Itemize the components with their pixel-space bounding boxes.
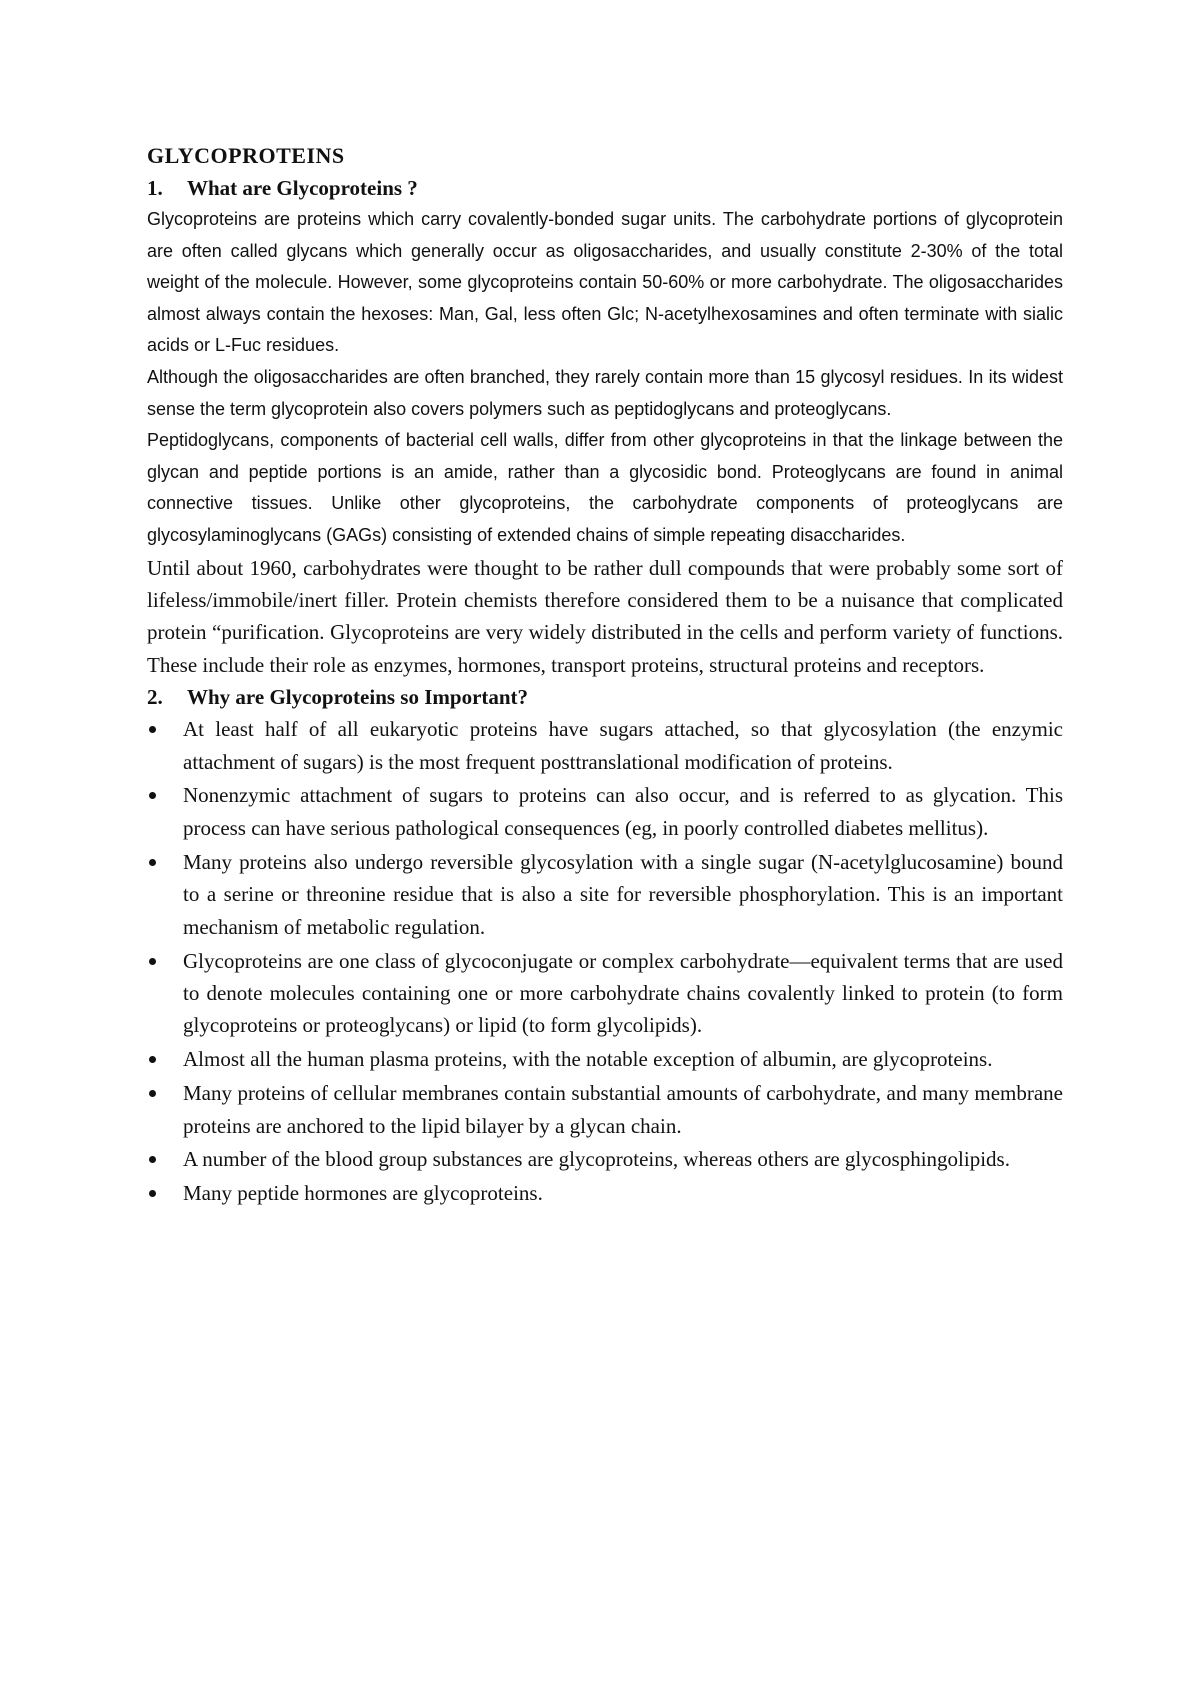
section-1-heading-text: What are Glycoproteins ? [187, 176, 418, 200]
bullet-item [147, 1043, 1063, 1075]
section-1-number: 1. [147, 176, 163, 200]
bullet-icon [147, 713, 183, 778]
section-1-heading [147, 172, 1063, 204]
bullet-icon [147, 779, 183, 844]
bullet-text: Many proteins also undergo reversible glycosylation with a single sugar (N-acetylglucosamine) bound to a serine or threonine residue that is also a site for reversible phosphorylation. This is an important mechanism of metabolic regulation. [183, 849, 1063, 939]
bullet-text: At least half of all eukaryotic proteins have sugars attached, so that glycosylation (the enzymic attachment of sugars) is the most frequent posttranslational modification of proteins. [183, 717, 1063, 774]
document-title: GLYCOPROTEINS [147, 143, 345, 168]
bullet-icon [147, 1077, 183, 1142]
paragraph-peptidoglycans: Peptidoglycans, components of bacterial cell walls, differ from other glycoproteins in that the linkage between the glycan and peptide portions is an amide, rather than a glycosidic bond. Proteoglycans are found in animal connective tissues. Unlike other glycoproteins, the carbohydrate components of proteoglycans are glycosylaminoglycans (GAGs) consisting of extended chains of simple repeating disaccharides. [147, 430, 1063, 545]
paragraph-branching: Although the oligosaccharides are often branched, they rarely contain more than 15 glycosyl residues. In its widest sense the term glycoprotein also covers polymers such as peptidoglycans and proteoglycans. [147, 366, 1063, 419]
bullet-icon [147, 1043, 183, 1075]
bullet-icon [147, 1177, 183, 1209]
importance-bullet-list [147, 713, 1063, 1210]
bullet-text: Many peptide hormones are glycoproteins. [183, 1181, 543, 1206]
section-2-number: 2. [147, 685, 163, 710]
bullet-item [147, 1177, 1063, 1209]
bullet-item [147, 846, 1063, 943]
bullet-icon [147, 846, 183, 943]
bullet-text: Nonenzymic attachment of sugars to proteins can also occur, and is referred to as glycation. This process can have serious pathological consequences (eg, in poorly controlled diabetes mellitus). [183, 783, 1063, 840]
bullet-text: Glycoproteins are one class of glycoconjugate or complex carbohydrate—equivalent terms that are used to denote molecules containing one or more carbohydrate chains covalently linked to protein (to form glycoproteins or proteoglycans) or lipid (to form glycolipids). [183, 948, 1063, 1038]
bullet-item [147, 945, 1063, 1042]
section-2-heading [147, 681, 1063, 713]
bullet-icon [147, 945, 183, 1042]
bullet-text: Almost all the human plasma proteins, with the notable exception of albumin, are glycoproteins. [183, 1047, 993, 1072]
document-page [147, 140, 1063, 1211]
paragraph-history: Until about 1960, carbohydrates were thought to be rather dull compounds that were probably some sort of lifeless/immobile/inert filler. Protein chemists therefore considered them to be a nuisance that complicated protein “purification. Glycoproteins are very widely distributed in the cells and perform variety of functions. These include their role as enzymes, hormones, transport proteins, structural proteins and receptors. [147, 555, 1063, 677]
bullet-item [147, 713, 1063, 778]
bullet-text: A number of the blood group substances are glycoproteins, whereas others are glycosphingolipids. [183, 1147, 1010, 1172]
section-2-heading-text: Why are Glycoproteins so Important? [187, 685, 529, 710]
bullet-item [147, 779, 1063, 844]
bullet-text: Many proteins of cellular membranes contain substantial amounts of carbohydrate, and many membrane proteins are anchored to the lipid bilayer by a glycan chain. [183, 1081, 1063, 1138]
paragraph-definition: Glycoproteins are proteins which carry covalently-bonded sugar units. The carbohydrate portions of glycoprotein are often called glycans which generally occur as oligosaccharides, and usually constitute 2-30% of the total weight of the molecule. However, some glycoproteins contain 50-60% or more carbohydrate. The oligosaccharides almost always contain the hexoses: Man, Gal, less often Glc; N-acetylhexosamines and often terminate with sialic acids or L-Fuc residues. [147, 209, 1063, 356]
bullet-icon [147, 1143, 183, 1175]
bullet-item [147, 1077, 1063, 1142]
bullet-item [147, 1143, 1063, 1175]
